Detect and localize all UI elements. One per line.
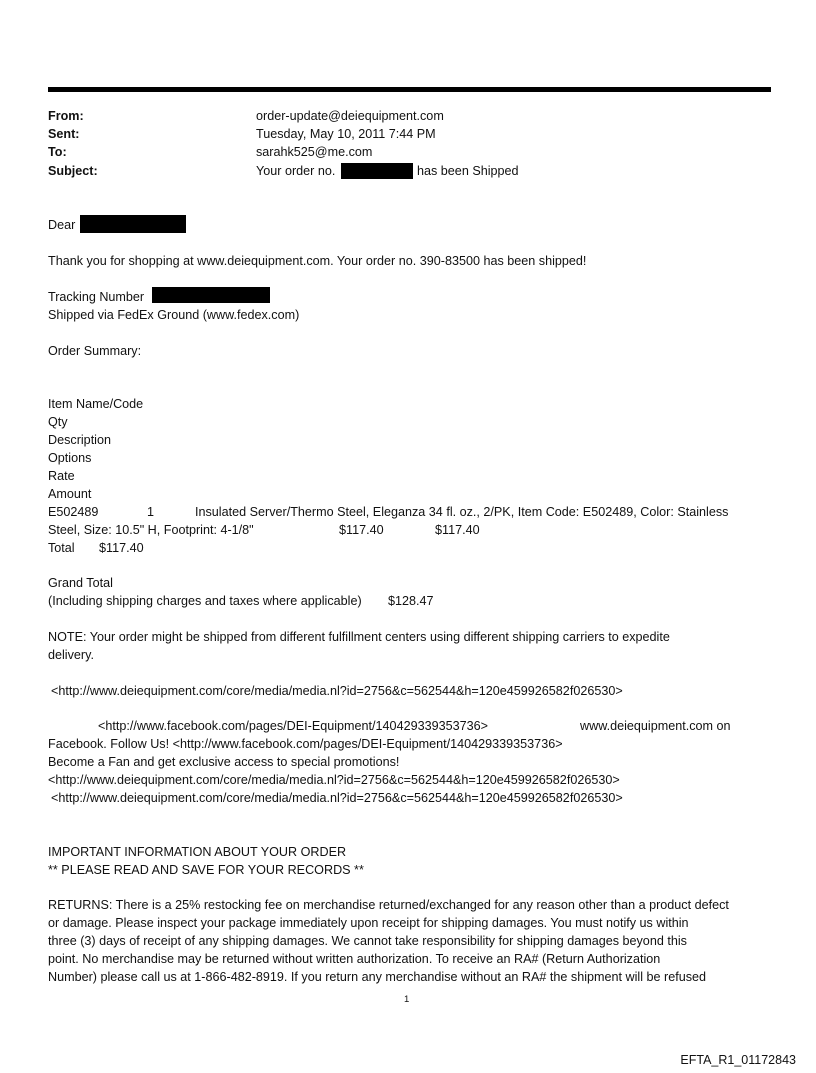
note-line2: delivery. <box>48 648 94 662</box>
become-fan-text: Become a Fan and get exclusive access to special promotions! <box>48 755 400 769</box>
to-label: To: <box>48 145 67 159</box>
grand-total-label: Grand Total <box>48 576 113 590</box>
important-heading: IMPORTANT INFORMATION ABOUT YOUR ORDER <box>48 845 347 859</box>
subject-suffix: has been Shipped <box>417 164 519 178</box>
order-summary-heading: Order Summary: <box>48 344 142 358</box>
header-rule <box>48 87 771 92</box>
subject-redaction <box>341 163 413 179</box>
media-link-2[interactable]: <http://www.deiequipment.com/core/media/media.nl?id=2756&c=562544&h=120e459926582f026530> <box>48 773 620 787</box>
media-link-3[interactable]: <http://www.deiequipment.com/core/media/media.nl?id=2756&c=562544&h=120e459926582f026530> <box>51 791 623 805</box>
shipped-via-text: Shipped via FedEx Ground (www.fedex.com) <box>48 308 300 322</box>
item-code: E502489 <box>48 505 99 519</box>
item-qty: 1 <box>147 505 155 519</box>
total-label: Total <box>48 541 75 555</box>
sent-value: Tuesday, May 10, 2011 7:44 PM <box>256 127 436 141</box>
column-item-name: Item Name/Code <box>48 397 144 411</box>
total-value: $117.40 <box>99 541 144 555</box>
recipient-redaction <box>80 215 186 233</box>
from-label: From: <box>48 109 84 123</box>
returns-line2: or damage. Please inspect your package immediately upon receipt for shipping damages. You must notify us within <box>48 916 689 930</box>
tracking-redaction <box>152 287 270 303</box>
returns-line5: Number) please call us at 1-866-482-8919. If you return any merchandise without an RA# the shipment will be refused <box>48 970 707 984</box>
document-id: EFTA_R1_01172843 <box>680 1053 796 1067</box>
column-amount: Amount <box>48 487 92 501</box>
column-qty: Qty <box>48 415 68 429</box>
page-number: 1 <box>404 994 410 1005</box>
returns-line1: RETURNS: There is a 25% restocking fee on merchandise returned/exchanged for any reason other than a product defect <box>48 898 729 912</box>
grand-total-note: (Including shipping charges and taxes where applicable) <box>48 594 362 608</box>
facebook-site-text: www.deiequipment.com on <box>580 719 731 733</box>
column-options: Options <box>48 451 92 465</box>
facebook-link[interactable]: <http://www.facebook.com/pages/DEI-Equipment/140429339353736> <box>98 719 488 733</box>
please-read-text: ** PLEASE READ AND SAVE FOR YOUR RECORDS ** <box>48 863 364 877</box>
sent-label: Sent: <box>48 127 80 141</box>
item-description-line1: Insulated Server/Thermo Steel, Eleganza 34 fl. oz., 2/PK, Item Code: E502489, Color: Stainless <box>195 505 729 519</box>
column-rate: Rate <box>48 469 75 483</box>
returns-line3: three (3) days of receipt of any shipping damages. We cannot take responsibility for shipping damages beyond this <box>48 934 687 948</box>
note-line1: NOTE: Your order might be shipped from different fulfillment centers using different shipping carriers to expedite <box>48 630 670 644</box>
thanks-text: Thank you for shopping at www.deiequipment.com. Your order no. 390-83500 has been shipped! <box>48 254 587 268</box>
to-value: sarahk525@me.com <box>256 145 373 159</box>
dear-text: Dear <box>48 218 76 232</box>
subject-label: Subject: <box>48 164 98 178</box>
item-description-line2: Steel, Size: 10.5" H, Footprint: 4-1/8" <box>48 523 254 537</box>
media-link-1[interactable]: <http://www.deiequipment.com/core/media/media.nl?id=2756&c=562544&h=120e459926582f026530> <box>51 684 623 698</box>
subject-prefix: Your order no. <box>256 164 336 178</box>
from-value: order-update@deiequipment.com <box>256 109 444 123</box>
item-rate: $117.40 <box>339 523 384 537</box>
item-amount: $117.40 <box>435 523 480 537</box>
facebook-follow-text[interactable]: Facebook. Follow Us! <http://www.facebook.com/pages/DEI-Equipment/140429339353736> <box>48 737 563 751</box>
returns-line4: point. No merchandise may be returned without written authorization. To receive an RA# (Return Authorization <box>48 952 661 966</box>
tracking-label: Tracking Number <box>48 290 145 304</box>
grand-total-value: $128.47 <box>388 594 434 608</box>
column-description: Description <box>48 433 111 447</box>
